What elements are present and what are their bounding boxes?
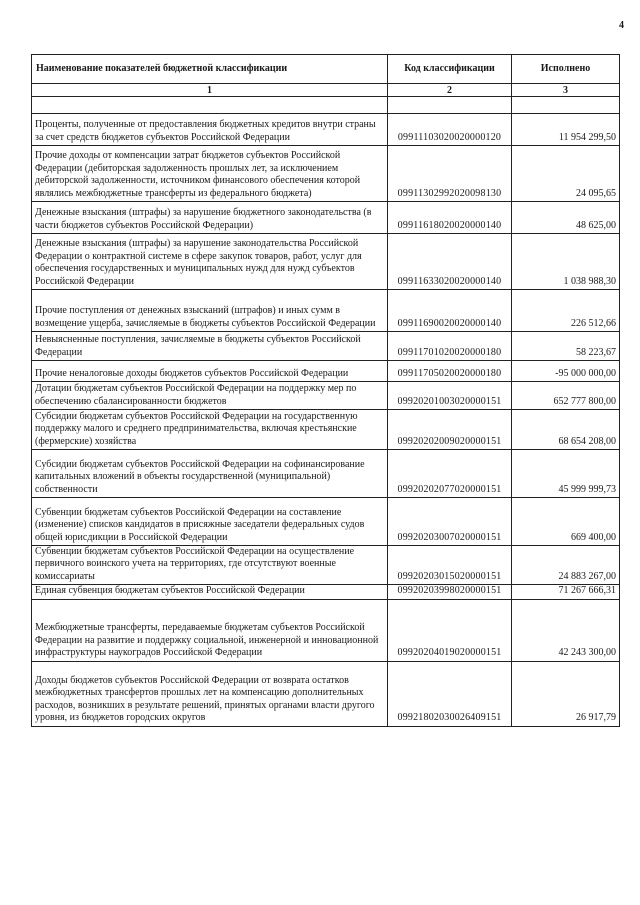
row-name: Проценты, полученные от предоставления бюджетных кредитов внутри страны за счет средств бюджетов субъектов Российской Федерации [32,114,388,146]
row-name: Прочие поступления от денежных взысканий (штрафов) и иных сумм в возмещение ущерба, зачисляемые в бюджеты субъектов Российской Федерации [32,290,388,332]
row-code: 09920203015020000151 [388,546,512,585]
row-name: Дотации бюджетам субъектов Российской Федерации на поддержку мер по обеспечению сбалансированности бюджетов [32,382,388,410]
row-amount: 11 954 299,50 [512,114,620,146]
row-amount: 1 038 988,30 [512,234,620,290]
row-amount: 68 654 208,00 [512,410,620,450]
budget-table [31,54,620,727]
page-number: 4 [619,20,624,31]
row-name: Невыясненные поступления, зачисляемые в бюджеты субъектов Российской Федерации [32,332,388,361]
row-code: 09911103020020000120 [388,114,512,146]
row-amount: 669 400,00 [512,498,620,546]
row-name: Доходы бюджетов субъектов Российской Федерации от возврата остатков межбюджетных трансфертов прошлых лет на компенсацию дополнительных расходов, возникших в результате решений, принятых органами власти другого уровня, из бюджетов городских округов [32,661,388,726]
row-code: 09911690020020000140 [388,290,512,332]
row-amount: 58 223,67 [512,332,620,361]
row-name: Межбюджетные трансферты, передаваемые бюджетам субъектов Российской Федерации на развитие и поддержку социальной, инженерной и инновационной инфраструктуры наукоградов Российской Федерации [32,599,388,661]
table-row [32,599,620,661]
table-row [32,661,620,726]
table-row [32,361,620,382]
column-number: 2 [388,84,512,97]
row-name: Субвенции бюджетам субъектов Российской Федерации на осуществление первичного воинского учета на территориях, где отсутствуют военные комиссариаты [32,546,388,585]
row-name: Прочие доходы от компенсации затрат бюджетов субъектов Российской Федерации (дебиторская задолженность прошлых лет, за исключением дебиторской задолженности, источником финансового обеспечения которой являлись межбюджетные трансферты из федерального бюджета) [32,146,388,202]
table-row [32,202,620,234]
table-row [32,450,620,498]
row-code: 09911705020020000180 [388,361,512,382]
row-name: Субсидии бюджетам субъектов Российской Федерации на государственную поддержку малого и среднего предпринимательства, включая крестьянские (фермерские) хозяйства [32,410,388,450]
row-code: 09911633020020000140 [388,234,512,290]
row-amount: 48 625,00 [512,202,620,234]
table-row [32,546,620,585]
column-number: 1 [32,84,388,97]
row-name: Прочие неналоговые доходы бюджетов субъектов Российской Федерации [32,361,388,382]
row-amount: 71 267 666,31 [512,585,620,599]
spacer-row [32,97,620,114]
row-code: 09911701020020000180 [388,332,512,361]
row-name: Денежные взыскания (штрафы) за нарушение бюджетного законодательства (в части бюджетов субъектов Российской Федерации) [32,202,388,234]
row-name: Субвенции бюджетам субъектов Российской Федерации на составление (изменение) списков кандидатов в присяжные заседатели федеральных судов общей юрисдикции в Российской Федерации [32,498,388,546]
table-row [32,114,620,146]
column-number-row [32,84,620,97]
row-code: 09911618020020000140 [388,202,512,234]
table-row [32,382,620,410]
row-name: Субсидии бюджетам субъектов Российской Федерации на софинансирование капитальных вложений в объекты государственной (муниципальной) собственности [32,450,388,498]
row-amount: 42 243 300,00 [512,599,620,661]
table-row [32,290,620,332]
row-code: 09921802030026409151 [388,661,512,726]
table-row [32,234,620,290]
row-name: Единая субвенция бюджетам субъектов Российской Федерации [32,585,388,599]
header-amount: Исполнено [512,55,620,84]
row-amount: 26 917,79 [512,661,620,726]
header-code: Код классификации [388,55,512,84]
row-code: 09920202077020000151 [388,450,512,498]
row-code: 09920202009020000151 [388,410,512,450]
table-row [32,332,620,361]
row-code: 09920204019020000151 [388,599,512,661]
row-code: 09920201003020000151 [388,382,512,410]
table-row [32,498,620,546]
table-row [32,585,620,599]
row-amount: 226 512,66 [512,290,620,332]
row-code: 09920203007020000151 [388,498,512,546]
table-header-row [32,55,620,84]
table-row [32,146,620,202]
row-amount: 652 777 800,00 [512,382,620,410]
row-amount: 45 999 999,73 [512,450,620,498]
header-name: Наименование показателей бюджетной классификации [32,55,388,84]
column-number: 3 [512,84,620,97]
row-amount: -95 000 000,00 [512,361,620,382]
row-code: 09920203998020000151 [388,585,512,599]
table-row [32,410,620,450]
row-code: 09911302992020098130 [388,146,512,202]
row-name: Денежные взыскания (штрафы) за нарушение законодательства Российской Федерации о контрактной системе в сфере закупок товаров, работ, услуг для обеспечения государственных и муниципальных нужд для нужд субъектов Российской Федерации [32,234,388,290]
row-amount: 24 095,65 [512,146,620,202]
row-amount: 24 883 267,00 [512,546,620,585]
